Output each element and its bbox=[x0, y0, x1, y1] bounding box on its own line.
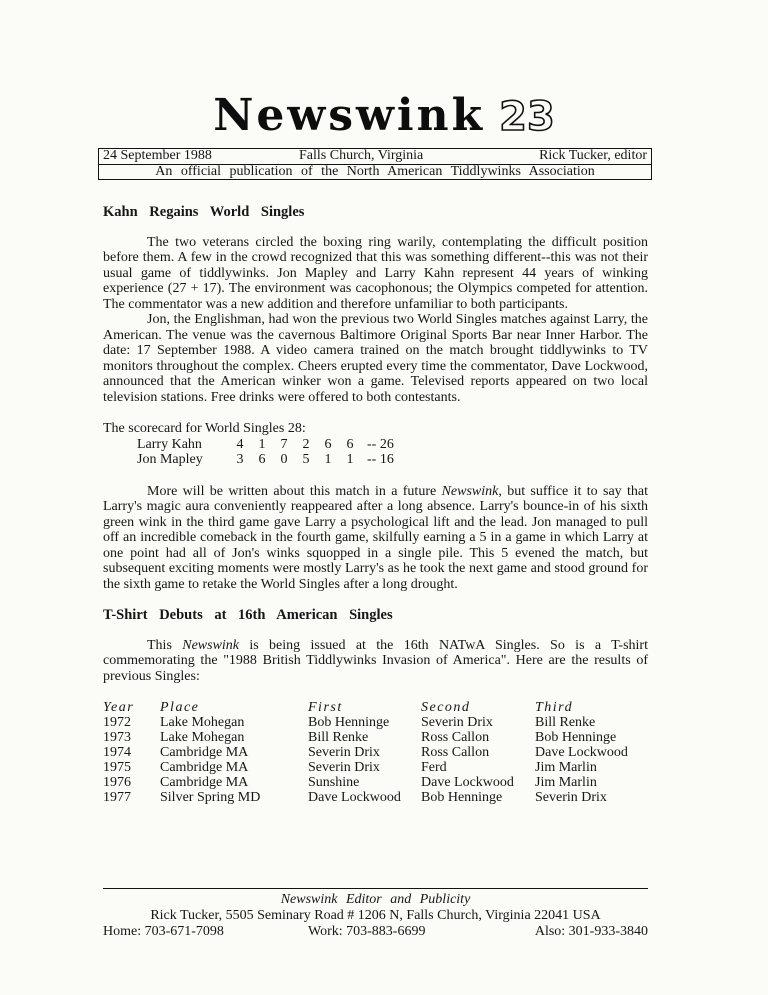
cell-year: 1977 bbox=[103, 790, 131, 805]
column-header-year: Year bbox=[103, 700, 135, 715]
cell-year: 1976 bbox=[103, 775, 131, 790]
text-run: is being issued at the 16th NATwA Singles. So is a T-shirt commemorating the "1988 British Tiddlywinks Invasion of America". Here are the results of previous Singles: bbox=[103, 637, 648, 684]
cell-first: Sunshine bbox=[308, 775, 360, 790]
results-table bbox=[103, 700, 648, 805]
cell-second: Dave Lockwood bbox=[421, 775, 514, 790]
column-header-second: Second bbox=[421, 700, 471, 715]
cell-place: Lake Mohegan bbox=[160, 730, 245, 745]
match-total: -- 16 bbox=[367, 452, 394, 467]
footer-address: Rick Tucker, 5505 Seminary Road # 1206 N, Falls Church, Virginia 22041 USA bbox=[150, 908, 601, 923]
cell-third: Jim Marlin bbox=[535, 775, 597, 790]
article-paragraph bbox=[103, 638, 648, 685]
table-row bbox=[103, 715, 648, 730]
cell-third: Jim Marlin bbox=[535, 760, 597, 775]
column-header-first: First bbox=[308, 700, 343, 715]
scorecard-label: The scorecard for World Singles 28: bbox=[103, 421, 306, 436]
cell-year: 1972 bbox=[103, 715, 131, 730]
cell-third: Dave Lockwood bbox=[535, 745, 628, 760]
player-name: Larry Kahn bbox=[137, 436, 202, 452]
also-phone: Also: 301-933-3840 bbox=[534, 924, 648, 939]
table-row bbox=[103, 730, 648, 745]
cell-place: Cambridge MA bbox=[160, 760, 249, 775]
article-paragraph bbox=[103, 484, 648, 593]
cell-third: Bob Henninge bbox=[535, 730, 617, 745]
table-row bbox=[103, 790, 648, 805]
cell-second: Ferd bbox=[421, 760, 447, 775]
cell-year: 1973 bbox=[103, 730, 131, 745]
main-content bbox=[103, 205, 648, 805]
game-score: 1 bbox=[324, 452, 332, 467]
cell-second: Bob Henninge bbox=[421, 790, 503, 805]
cell-year: 1974 bbox=[103, 745, 131, 760]
cell-third: Severin Drix bbox=[535, 790, 607, 805]
publication-info-box bbox=[98, 148, 652, 180]
text-run: This bbox=[147, 637, 183, 653]
cell-place: Lake Mohegan bbox=[160, 715, 245, 730]
footer-phones bbox=[103, 924, 648, 940]
game-score: 3 bbox=[236, 452, 244, 467]
work-phone: Work: 703-883-6699 bbox=[308, 924, 426, 939]
cell-second: Ross Callon bbox=[421, 745, 490, 760]
article-paragraph: The two veterans circled the boxing ring warily, contemplating the difficult position before them. A few in the crowd recognized that this was something different--this was not their usual game of tiddlywinks. Jon Mapley and Larry Kahn represent 44 years of winking experience (27 + 17). The environment was cacophonous; the Olympics competed for attention. The commentator was a new addition and therefore unfamiliar to both participants. bbox=[103, 234, 648, 312]
footer-rule bbox=[103, 888, 648, 889]
cell-place: Cambridge MA bbox=[160, 775, 249, 790]
cell-first: Dave Lockwood bbox=[308, 790, 401, 805]
text-run: More will be written about this match in a future bbox=[147, 483, 442, 499]
game-score: 6 bbox=[324, 436, 332, 452]
masthead bbox=[0, 90, 768, 141]
table-row bbox=[103, 760, 648, 775]
text-run: , but suffice it to say that Larry's magic aura conveniently reappeared after a long absence. Larry's bounce-in of his sixth green wink in the third game gave Larry a psychological lift and the lead. Jon managed to pull off an incredible comeback in the fourth game, skilfully earning a 5 in a game in which Larry at one point had all of Jon's winks squopped in a single pile. This 5 evened the match, but subsequent exciting moments were mostly Larry's as he took the next game and stood ground for the sixth game to retake the World Singles after a long drought. bbox=[103, 483, 648, 592]
issue-location: Falls Church, Virginia bbox=[299, 148, 424, 163]
cell-first: Bob Henninge bbox=[308, 715, 390, 730]
newsletter-name-italic: Newswink bbox=[441, 483, 499, 499]
publication-subtitle: An official publication of the North American Tiddlywinks Association bbox=[155, 164, 595, 179]
cell-first: Bill Renke bbox=[308, 730, 369, 745]
match-total: -- 26 bbox=[367, 436, 394, 452]
cell-place: Silver Spring MD bbox=[160, 790, 261, 805]
newsletter-name-italic: Newswink bbox=[182, 637, 240, 653]
game-score: 7 bbox=[280, 436, 288, 452]
editor-credit: Rick Tucker, editor bbox=[539, 148, 647, 163]
article-heading-kahn: Kahn Regains World Singles bbox=[103, 204, 305, 220]
game-score: 6 bbox=[346, 436, 354, 452]
cell-year: 1975 bbox=[103, 760, 131, 775]
issue-number: 23 bbox=[499, 94, 555, 140]
cell-first: Severin Drix bbox=[308, 745, 380, 760]
article-paragraph: Jon, the Englishman, had won the previous two World Singles matches against Larry, the American. The venue was the cavernous Baltimore Original Sports Bar near Inner Harbor. The date: 17 September 1988. A video camera trained on the match brought tiddlywinks to TV monitors throughout the complex. Cheers erupted every time the commentator, Dave Lockwood, announced that the American winker won a game. Televised reports appeared on two local television stations. Free drinks were offered to both contestants. bbox=[103, 312, 648, 405]
results-header-row bbox=[103, 700, 648, 715]
table-row bbox=[103, 745, 648, 760]
column-header-place: Place bbox=[160, 700, 200, 715]
cell-second: Severin Drix bbox=[421, 715, 493, 730]
cell-place: Cambridge MA bbox=[160, 745, 249, 760]
game-score: 1 bbox=[346, 452, 354, 467]
home-phone: Home: 703-671-7098 bbox=[103, 924, 224, 939]
game-score: 0 bbox=[280, 452, 288, 467]
cell-first: Severin Drix bbox=[308, 760, 380, 775]
column-header-third: Third bbox=[535, 700, 574, 715]
player-name: Jon Mapley bbox=[137, 452, 203, 467]
newsletter-title: Newswink bbox=[213, 90, 486, 141]
cell-third: Bill Renke bbox=[535, 715, 596, 730]
article-heading-tshirt: T-Shirt Debuts at 16th American Singles bbox=[103, 607, 393, 623]
scorecard-row bbox=[137, 437, 648, 453]
table-row bbox=[103, 775, 648, 790]
game-score: 5 bbox=[302, 452, 310, 467]
game-score: 6 bbox=[258, 452, 266, 467]
issue-date: 24 September 1988 bbox=[103, 148, 212, 163]
cell-second: Ross Callon bbox=[421, 730, 490, 745]
game-score: 2 bbox=[302, 436, 310, 452]
game-score: 1 bbox=[258, 436, 266, 452]
scorecard bbox=[137, 437, 648, 468]
game-score: 4 bbox=[236, 436, 244, 452]
footer-title: Newswink Editor and Publicity bbox=[280, 892, 471, 907]
footer bbox=[103, 888, 648, 940]
scorecard-row bbox=[137, 452, 648, 468]
